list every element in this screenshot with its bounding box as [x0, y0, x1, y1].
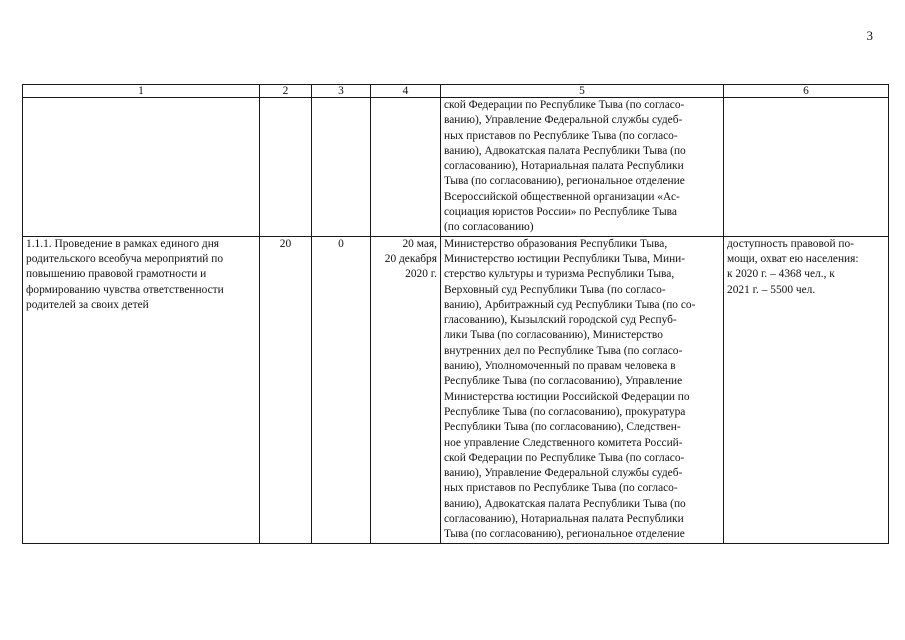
column-number-6: 6 [724, 85, 889, 98]
text-line: ных приставов по Республике Тыва (по согласо- [444, 129, 678, 142]
text-line: согласованию), Нотариальная палата Республики [444, 513, 684, 526]
text-line: повышению правовой грамотности и [26, 268, 207, 281]
column-number-2: 2 [260, 85, 312, 98]
column-number-4: 4 [371, 85, 441, 98]
column-number-1: 1 [23, 85, 260, 98]
text-line: Республике Тыва (по согласованию), Управление [444, 375, 683, 388]
table-row [23, 98, 889, 237]
text-line: к 2020 г. – 4368 чел., к [727, 268, 835, 281]
text-line: Республике Тыва (по согласованию), прокуратура [444, 405, 686, 418]
text-line: формированию чувства ответственности [26, 283, 224, 296]
text-line: Республики Тыва (по согласованию), Следствен- [444, 421, 681, 434]
text-line: стерство культуры и туризма Республики Тыва, [444, 268, 675, 281]
text-line: ных приставов по Республике Тыва (по согласо- [444, 482, 678, 495]
value-cell [312, 98, 371, 237]
column-number-3: 3 [312, 85, 371, 98]
value-cell [260, 98, 312, 237]
text-line: ской Федерации по Республике Тыва (по согласо- [444, 451, 685, 464]
text-line: мощи, охват ею населения: [727, 252, 859, 265]
plan-table [22, 84, 889, 544]
text-line: родителей за своих детей [26, 298, 149, 311]
result-cell [724, 236, 889, 543]
text-line: 2020 г. [405, 268, 437, 281]
text-line: согласованию), Нотариальная палата Республики [444, 160, 684, 173]
executors-cell [441, 236, 724, 543]
page-number: 3 [866, 28, 873, 43]
text-line: (по согласованию) [444, 221, 534, 234]
value-cell: 20 [260, 236, 312, 543]
text-line: ное управление Следственного комитета Россий- [444, 436, 683, 449]
deadline-cell [371, 236, 441, 543]
text-line: Всероссийской общественной организации «Ас- [444, 190, 680, 203]
text-line: 20 декабря [384, 252, 437, 265]
text-line: 2021 г. – 5500 чел. [727, 283, 816, 296]
text-line: внутренних дел по Республике Тыва (по согласо- [444, 344, 683, 357]
text-line: Министерство юстиции Республики Тыва, Мини- [444, 252, 686, 265]
text-line: ванию), Управление Федеральной службы судеб- [444, 114, 683, 127]
activity-cell [23, 236, 260, 543]
deadline-cell [371, 98, 441, 237]
text-line: 20 мая, [402, 237, 437, 250]
text-line: лики Тыва (по согласованию), Министерство [444, 329, 663, 342]
column-number-5: 5 [441, 85, 724, 98]
text-line: гласованию), Кызылский городской суд Респуб- [444, 314, 677, 327]
text-line: 1.1.1. Проведение в рамках единого дня [26, 237, 220, 250]
text-line: Министерства юстиции Российской Федерации по [444, 390, 690, 403]
text-line: ванию), Адвокатская палата Республики Тыва (по [444, 497, 686, 510]
text-line: ванию), Управление Федеральной службы судеб- [444, 467, 683, 480]
value-cell: 0 [312, 236, 371, 543]
text-line: ванию), Арбитражный суд Республики Тыва (по со- [444, 298, 696, 311]
table-row [23, 236, 889, 543]
text-line: ской Федерации по Республике Тыва (по согласо- [444, 99, 685, 111]
activity-cell [23, 98, 260, 237]
text-line: Тыва (по согласованию), региональное отделение [444, 175, 685, 188]
text-line: ванию), Уполномоченный по правам человека в [444, 360, 676, 373]
text-line: Министерство образования Республики Тыва, [444, 237, 668, 250]
executors-cell [441, 98, 724, 237]
text-line: Верховный суд Республики Тыва (по согласо- [444, 283, 666, 296]
result-cell [724, 98, 889, 237]
text-line: родительского всеобуча мероприятий по [26, 252, 224, 265]
text-line: социация юристов России» по Республике Тыва [444, 206, 677, 219]
table-header-row [23, 85, 889, 98]
text-line: Тыва (по согласованию), региональное отделение [444, 528, 685, 541]
text-line: ванию), Адвокатская палата Республики Тыва (по [444, 144, 686, 157]
text-line: доступность правовой по- [727, 237, 854, 250]
